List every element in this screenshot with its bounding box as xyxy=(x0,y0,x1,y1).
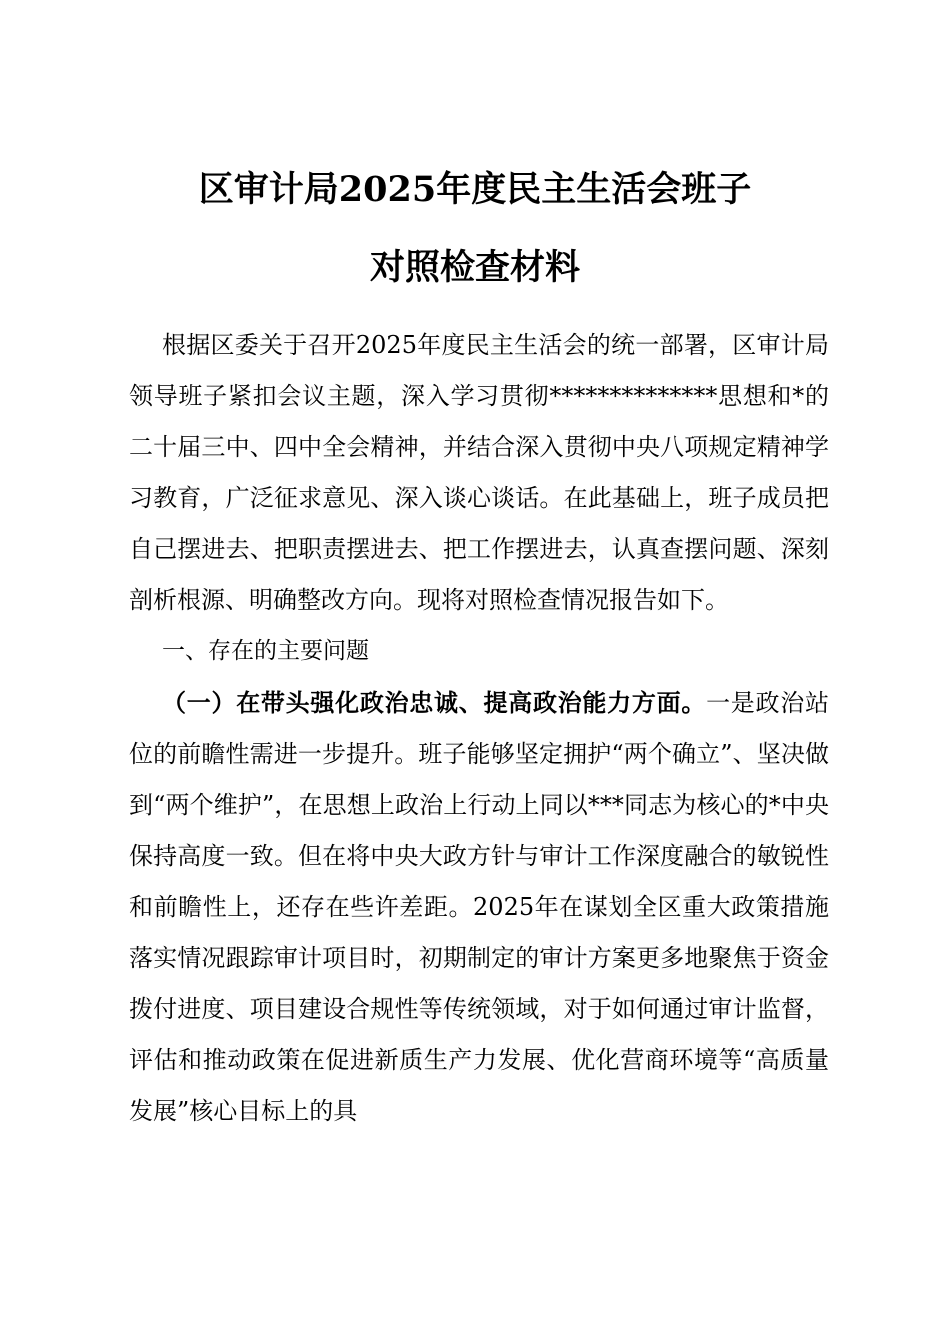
document-body xyxy=(129,320,829,1137)
document-title-line-2: 对照检查材料 xyxy=(369,247,580,288)
subsection-paragraph-political-loyalty xyxy=(129,677,829,1137)
subsection-lead-title: （一）在带头强化政治忠诚、提高政治能力方面。 xyxy=(162,688,707,717)
section-heading-main-problems: 一、存在的主要问题 xyxy=(162,638,369,664)
document-title-line-1: 区审计局2025年度民主生活会班子 xyxy=(198,169,752,210)
subsection-body-text: 一是政治站位的前瞻性需进一步提升。班子能够坚定拥护“两个确立”、坚决做到“两个维护”，在思想上政治上行动上同以***同志为核心的*中央保持高度一致。但在将中央大政方针与审计工作深度融合的敏锐性和前瞻性上，还存在些许差距。2025年在谋划全区重大政策措施落实情况跟踪审计项目时，初期制定的审计方案更多地聚焦于资金拨付进度、项目建设合规性等传统领域，对于如何通过审计监督，评估和推动政策在促进新质生产力发展、优化营商环境等“高质量发展”核心目标上的具 xyxy=(129,689,830,1125)
intro-paragraph: 根据区委关于召开2025年度民主生活会的统一部署，区审计局领导班子紧扣会议主题，深入学习贯彻**************思想和*的二十届三中、四中全会精神，并结合深入贯彻中央八项规定精神学习教育，广泛征求意见、深入谈心谈话。在此基础上，班子成员把自己摆进去、把职责摆进去、把工作摆进去，认真查摆问题、深刻剖析根源、明确整改方向。现将对照检查情况报告如下。 xyxy=(129,331,829,614)
